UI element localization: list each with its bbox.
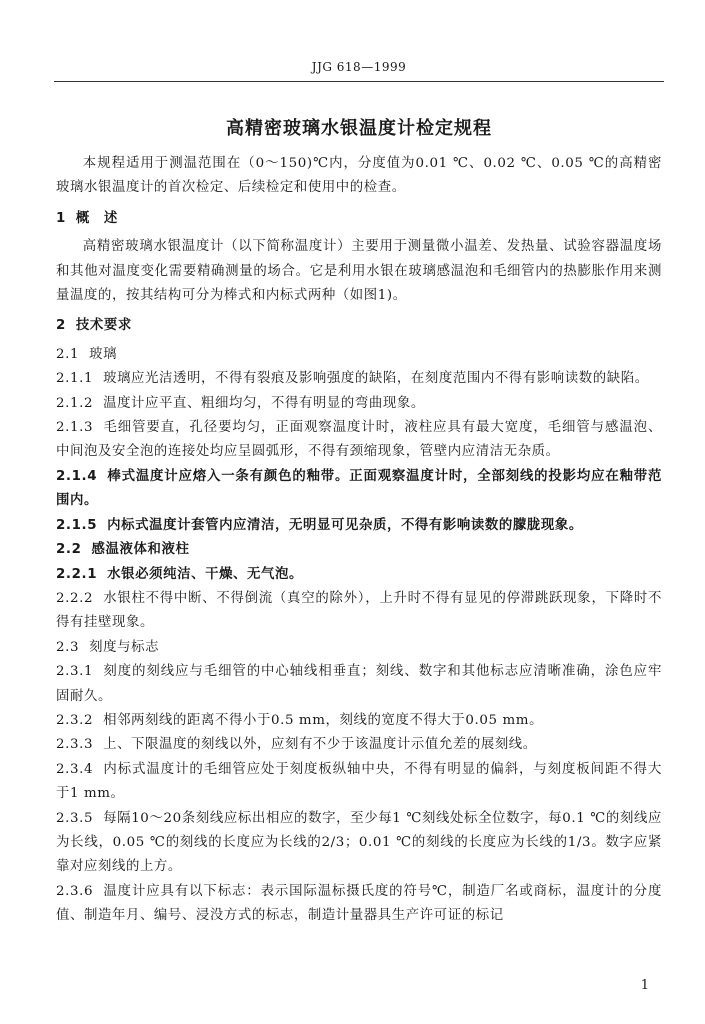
body-text [56, 152, 662, 929]
clause: 2.1.1 玻璃应光洁透明，不得有裂痕及影响强度的缺陷，在刻度范围内不得有影响读数的缺陷。 [56, 371, 649, 387]
clause: 2.1.3 毛细管要直，孔径要均匀，正面观察温度计时，液柱应具有最大宽度，毛细管与感温泡、中间泡及安全泡的连接处均应呈圆弧形，不得有颈缩现象，管壁内应清洁无杂质。 [56, 420, 662, 460]
clause: 2.3.1 刻度的刻线应与毛细管的中心轴线相垂直；刻线、数字和其他标志应清晰准确，涂色应牢固耐久。 [56, 664, 662, 704]
running-header: JJG 618—1999 [311, 60, 407, 74]
section-1-heading [56, 207, 662, 231]
intro-paragraph: 本规程适用于测温范围在（0～150)℃内，分度值为0.01 ℃、0.02 ℃、0.05 ℃的高精密玻璃水银温度计的首次检定、后续检定和使用中的检查。 [56, 156, 662, 196]
section-title: 概 述 [75, 210, 118, 226]
clause: 2.1.5 内标式温度计套管内应清洁，无明显可见杂质，不得有影响读数的朦胧现象。 [56, 517, 583, 533]
document-title: 高精密玻璃水银温度计检定规程 [226, 118, 492, 139]
clause: 2.3.2 相邻两刻线的距离不得小于0.5 mm，刻线的宽度不得大于0.05 mm。 [56, 712, 544, 728]
clause: 2.3.3 上、下限温度的刻线以外，应刻有不少于该温度计示值允差的展刻线。 [56, 737, 537, 753]
clause: 2.3.5 每隔10～20条刻线应标出相应的数字，至少每1 ℃刻线处标全位数字，每0.1 ℃的刻线应为长线，0.05 ℃的刻线的长度应为长线的2/3；0.01 ℃的刻线的长度应为长线的1/3。数字应紧靠对应刻线的上方。 [56, 810, 662, 875]
section-number: 2 [56, 318, 66, 334]
clause: 2.2.1 水银必须纯洁、干燥、无气泡。 [56, 566, 304, 582]
clause: 2.2.2 水银柱不得中断、不得倒流（真空的除外），上升时不得有显见的停滞跳跃现象，下降时不得有挂壁现象。 [56, 590, 662, 631]
section-2-heading [56, 314, 662, 338]
section-1-paragraph: 高精密玻璃水银温度计（以下简称温度计）主要用于测量微小温差、发热量、试验容器温度场和其他对温度变化需要精确测量的场合。它是利用水银在玻璃感温泡和毛细管内的热膨胀作用来测量温度的，按其结构可分为棒式和内标式两种（如图1)。 [56, 239, 662, 304]
section-title: 技术要求 [75, 318, 132, 334]
clause: 2.3.4 内标式温度计的毛细管应处于刻度板纵轴中央，不得有明显的偏斜，与刻度板间距不得大于1 mm。 [56, 761, 662, 802]
subsection-heading: 2.2 感温液体和液柱 [56, 542, 190, 558]
subsection-heading: 2.3 刻度与标志 [56, 639, 160, 655]
section-number: 1 [56, 210, 66, 226]
page-number: 1 [640, 978, 649, 993]
clause: 2.1.2 温度计应平直、粗细均匀，不得有明显的弯曲现象。 [56, 395, 425, 411]
header-rule [54, 81, 664, 82]
clause: 2.3.6 温度计应具有以下标志：表示国际温标摄氏度的符号℃，制造厂名或商标，温度计的分度值、制造年月、编号、浸没方式的标志，制造计量器具生产许可证的标记 [56, 883, 662, 924]
clause: 2.1.4 棒式温度计应熔入一条有颜色的釉带。正面观察温度计时，全部刻线的投影均应在釉带范围内。 [56, 468, 662, 509]
subsection-heading: 2.1 玻璃 [56, 346, 118, 362]
